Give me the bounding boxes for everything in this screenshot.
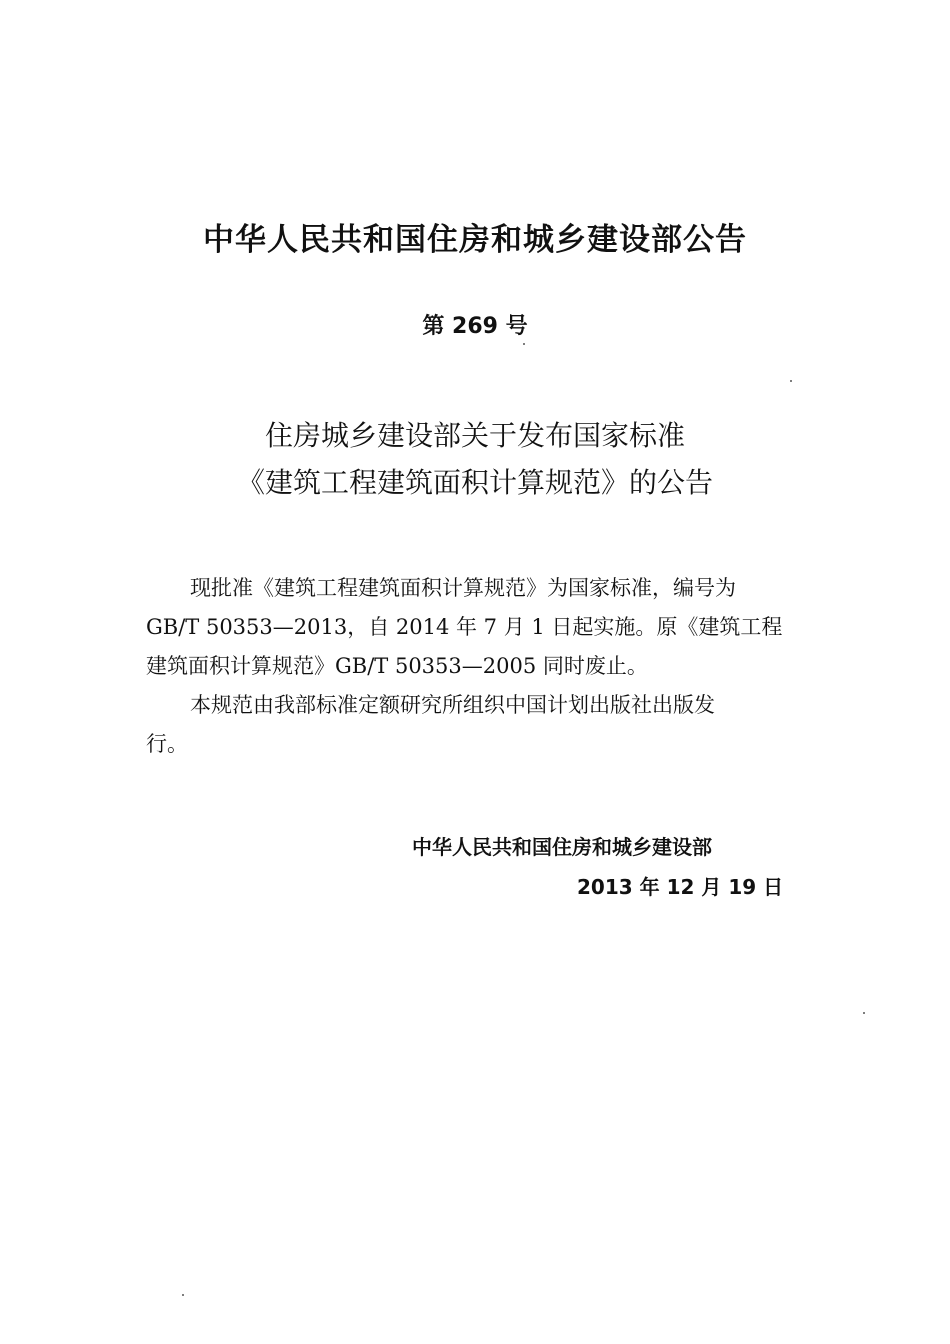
announcement-subtitle-line-1: 住房城乡建设部关于发布国家标准 — [264, 419, 685, 452]
signature-organization: 中华人民共和国住房和城乡建设部 — [412, 835, 712, 859]
scan-speck — [790, 380, 792, 382]
body-paragraph-1-line-3: 建筑面积计算规范》GB/T 50353—2005 同时废止。 — [146, 654, 648, 678]
body-paragraph-2-line-2: 行。 — [146, 732, 188, 756]
body-paragraph-2-line-1: 本规范由我部标准定额研究所组织中国计划出版社出版发 — [190, 693, 715, 717]
body-paragraph-1-line-1: 现批准《建筑工程建筑面积计算规范》为国家标准，编号为 — [190, 576, 736, 600]
scan-speck — [523, 343, 525, 345]
announcement-number: 第 269 号 — [422, 314, 528, 339]
scan-speck — [182, 1294, 184, 1296]
body-paragraph-1-line-2: GB/T 50353—2013，自 2014 年 7 月 1 日起实施。原《建筑工程 — [146, 615, 783, 639]
announcement-subtitle-line-2: 《建筑工程建筑面积计算规范》的公告 — [236, 466, 713, 499]
scan-speck — [863, 1012, 865, 1014]
announcement-title: 中华人民共和国住房和城乡建设部公告 — [203, 222, 747, 258]
signature-date: 2013 年 12 月 19 日 — [577, 875, 784, 899]
